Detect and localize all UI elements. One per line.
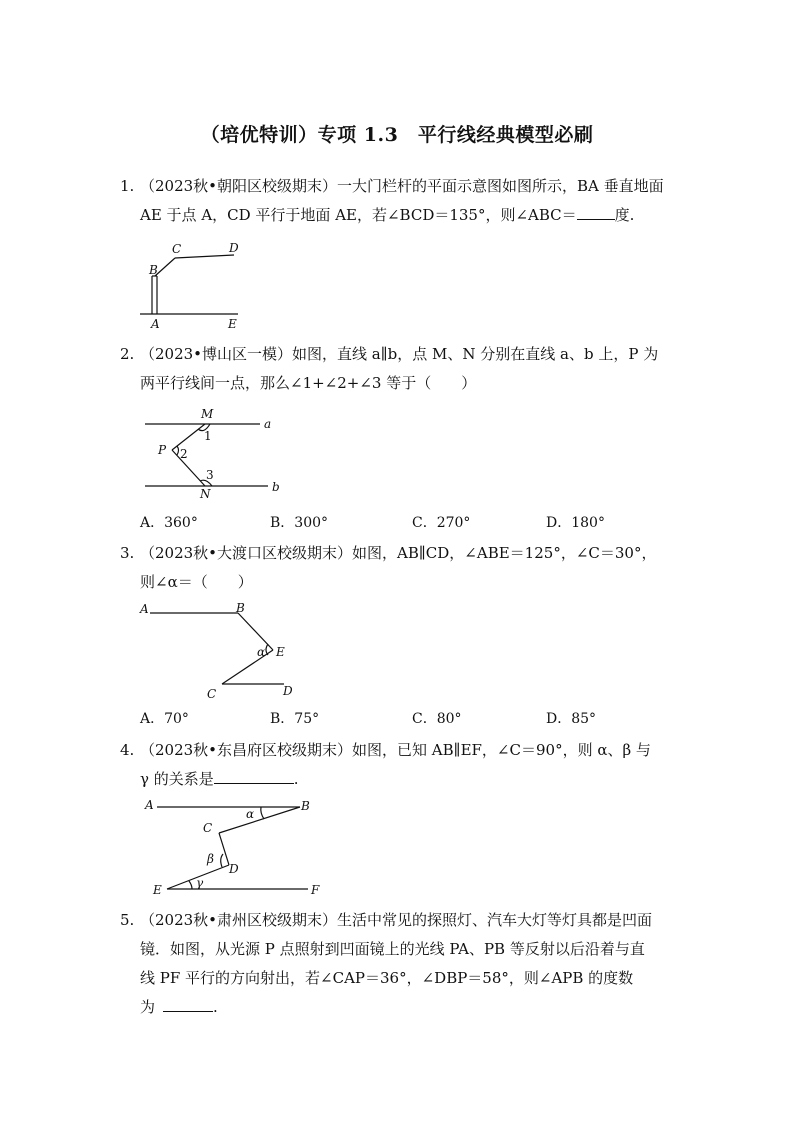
label-alpha: α <box>257 645 266 659</box>
option-d[interactable]: D．180° <box>546 515 605 531</box>
angle-beta-arc <box>221 854 223 867</box>
question-text: （2023秋•大渡口区校级期末）如图，AB∥CD，∠ABE＝125°，∠C＝30°， <box>140 544 657 562</box>
question-2 <box>120 340 690 398</box>
option-a[interactable]: A．70° <box>140 711 189 727</box>
label-m: M <box>201 407 214 421</box>
label-e: E <box>276 645 285 659</box>
segment-cd <box>175 255 234 258</box>
label-d: D <box>229 241 239 255</box>
label-a: A <box>145 798 154 812</box>
question-text: 镜．如图，从光源 P 点照射到凹面镜上的光线 PA、PB 等反射以后沿着与直 <box>140 940 645 958</box>
segment-ec <box>222 650 273 684</box>
question-text: γ 的关系是 <box>140 770 214 788</box>
question-text: （2023秋•朝阳区校级期末）一大门栏杆的平面示意图如图所示，BA 垂直地面 <box>140 177 664 195</box>
option-c[interactable]: C．270° <box>412 515 471 531</box>
label-b: B <box>236 601 245 615</box>
question-3 <box>120 539 690 597</box>
label-a: a <box>264 417 272 431</box>
label-angle-2: 2 <box>180 447 188 461</box>
label-f: F <box>311 883 320 897</box>
question-text: 线 PF 平行的方向射出，若∠CAP＝36°，∠DBP＝58°，则∠APB 的度数 <box>140 969 634 987</box>
label-alpha: α <box>246 807 255 821</box>
question-text: （2023秋•东昌府区校级期末）如图，已知 AB∥EF，∠C＝90°，则 α、β 与 <box>140 741 651 759</box>
label-e: E <box>228 317 237 331</box>
answer-blank[interactable] <box>163 997 213 1012</box>
question-number: 4. <box>120 741 135 759</box>
angle-2-arc <box>177 446 179 455</box>
angle-gamma-arc <box>189 881 192 889</box>
option-b[interactable]: B．75° <box>270 711 320 727</box>
label-angle-3: 3 <box>206 468 214 482</box>
option-d[interactable]: D．85° <box>546 711 597 727</box>
label-a: A <box>140 602 149 616</box>
question-number: 5. <box>120 911 135 929</box>
label-p: P <box>158 443 167 457</box>
label-c: C <box>207 687 217 701</box>
label-e: E <box>153 883 162 897</box>
question-number: 1. <box>120 177 135 195</box>
question-number: 2. <box>120 345 135 363</box>
answer-blank[interactable] <box>214 769 294 784</box>
question-text: AE 于点 A，CD 平行于地面 AE，若∠BCD＝135°，则∠ABC＝ <box>140 206 577 224</box>
question-1 <box>120 172 690 230</box>
figure-1 <box>138 240 248 332</box>
answer-blank[interactable] <box>577 205 615 220</box>
question-text: . <box>293 770 299 788</box>
page-title: （培优特训）专项 1.3 平行线经典模型必刷 <box>200 124 594 146</box>
label-a: A <box>151 317 160 331</box>
figure-2 <box>140 404 290 500</box>
segment-bc <box>155 258 175 276</box>
question-number: 3. <box>120 544 135 562</box>
option-c[interactable]: C．80° <box>412 711 462 727</box>
figure-4 <box>143 795 328 897</box>
question-5 <box>120 906 690 1022</box>
label-c: C <box>203 821 213 835</box>
question-text: （2023秋•肃州区校级期末）生活中常见的探照灯、汽车大灯等灯具都是凹面 <box>140 911 653 929</box>
label-n: N <box>200 487 211 501</box>
question-text: （2023•博山区一模）如图，直线 a∥b，点 M、N 分别在直线 a、b 上，P 为 <box>140 345 659 363</box>
label-b: B <box>149 263 158 277</box>
figure-3 <box>138 598 298 700</box>
label-angle-1: 1 <box>204 429 212 443</box>
label-d: D <box>229 862 239 876</box>
label-gamma: γ <box>196 876 204 890</box>
question-text: . <box>213 998 218 1016</box>
angle-alpha-arc <box>261 807 264 819</box>
question-4 <box>120 736 690 794</box>
label-c: C <box>172 242 182 256</box>
label-beta: β <box>207 852 214 866</box>
question-text: 则∠α＝（ ） <box>140 573 253 591</box>
label-b: b <box>272 480 280 494</box>
segment-bc <box>219 807 300 833</box>
question-text: 度. <box>614 206 635 224</box>
option-a[interactable]: A．360° <box>140 515 198 531</box>
question-text: 两平行线间一点，那么∠1+∠2+∠3 等于（ ） <box>140 374 477 392</box>
question-text: 为 <box>140 998 156 1016</box>
label-d: D <box>283 684 293 698</box>
label-b: B <box>301 799 310 813</box>
option-b[interactable]: B．300° <box>270 515 329 531</box>
